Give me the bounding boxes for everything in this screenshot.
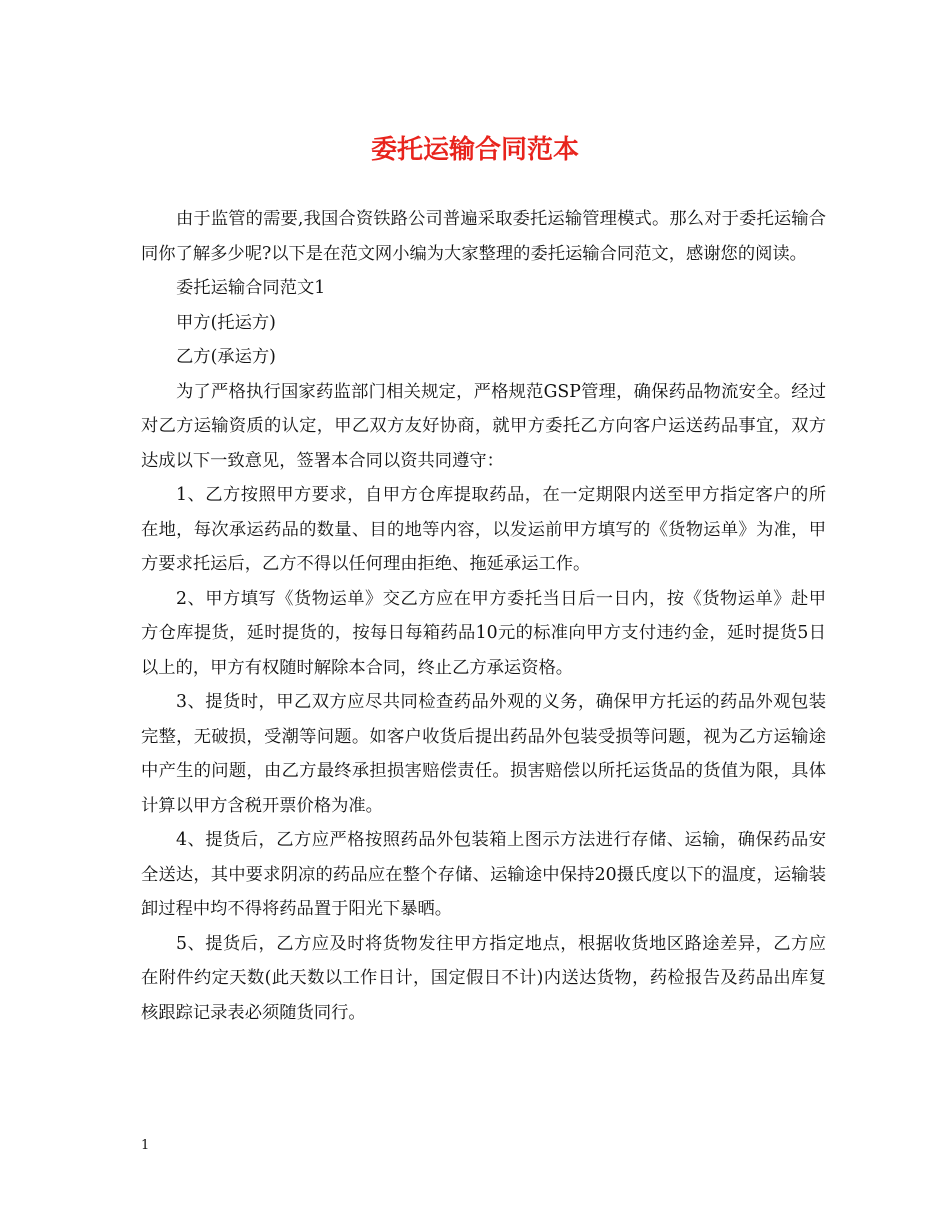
clause-paragraph-3: 3、提货时，甲乙双方应尽共同检查药品外观的义务，确保甲方托运的药品外观包装完整，无破损，受潮等问题。如客户收货后提出药品外包装受损等问题，视为乙方运输途中产生的问题，由乙方最终承担损害赔偿责任。损害赔偿以所托运货品的货值为限，具体计算以甲方含税开票价格为准。 bbox=[141, 692, 826, 816]
clause-paragraph-5: 5、提货后，乙方应及时将货物发往甲方指定地点，根据收货地区路途差异，乙方应在附件约定天数(此天数以工作日计，国定假日不计)内送达货物，药检报告及药品出库复核跟踪记录表必须随货同行。 bbox=[141, 933, 826, 1023]
preamble-paragraph: 为了严格执行国家药监部门相关规定，严格规范GSP管理，确保药品物流安全。经过对乙方运输资质的认定，甲乙双方友好协商，就甲方委托乙方向客户运送药品事宜，双方达成以下一致意见，签署本合同以资共同遵守： bbox=[141, 381, 826, 471]
sample-heading: 委托运输合同范文1 bbox=[176, 278, 326, 298]
intro-paragraph: 由于监管的需要,我国合资铁路公司普遍采取委托运输管理模式。那么对于委托运输合同你了解多少呢?以下是在范文网小编为大家整理的委托运输合同范文，感谢您的阅读。 bbox=[141, 209, 826, 264]
document-title: 委托运输合同范本 bbox=[370, 135, 579, 165]
party-b-line: 乙方(承运方) bbox=[176, 347, 276, 367]
clause-paragraph-1: 1、乙方按照甲方要求，自甲方仓库提取药品，在一定期限内送至甲方指定客户的所在地，每次承运药品的数量、目的地等内容，以发运前甲方填写的《货物运单》为准，甲方要求托运后，乙方不得以任何理由拒绝、拖延承运工作。 bbox=[141, 485, 826, 574]
clause-paragraph-4: 4、提货后，乙方应严格按照药品外包装箱上图示方法进行存储、运输，确保药品安全送达，其中要求阴凉的药品应在整个存储、运输途中保持20摄氏度以下的温度，运输装卸过程中均不得将药品置于阳光下暴晒。 bbox=[141, 830, 826, 919]
clause-paragraph-2: 2、甲方填写《货物运单》交乙方应在甲方委托当日后一日内，按《货物运单》赴甲方仓库提货，延时提货的，按每日每箱药品10元的标准向甲方支付违约金，延时提货5日以上的，甲方有权随时解除本合同，终止乙方承运资格。 bbox=[141, 588, 826, 678]
page-number: 1 bbox=[141, 1138, 150, 1153]
party-a-line: 甲方(托运方) bbox=[176, 312, 276, 333]
document-body bbox=[141, 202, 826, 1030]
